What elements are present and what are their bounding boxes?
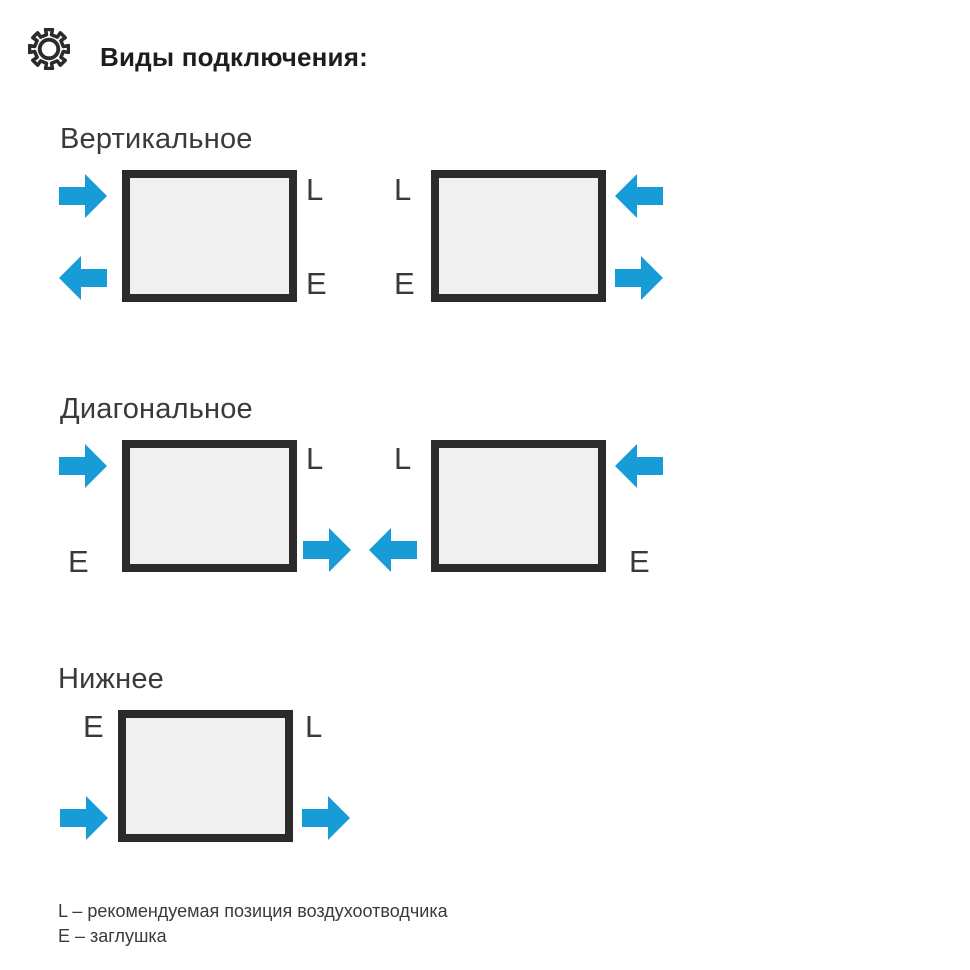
radiator-box-diagonal-left bbox=[122, 440, 297, 572]
flow-out-arrow-right-icon bbox=[303, 528, 351, 572]
radiator-box-vertical-right bbox=[431, 170, 606, 302]
flow-in-arrow-left-icon bbox=[615, 174, 663, 218]
section-title-bottom: Нижнее bbox=[58, 663, 165, 695]
section-title-vertical: Вертикальное bbox=[60, 123, 253, 155]
legend-line-plug: E – заглушка bbox=[58, 926, 167, 946]
vent-label: L bbox=[306, 172, 324, 207]
page-title: Виды подключения: bbox=[100, 42, 368, 72]
plug-label: E bbox=[68, 544, 89, 579]
flow-in-arrow-left-icon bbox=[615, 444, 663, 488]
flow-in-arrow-right-icon bbox=[60, 796, 108, 840]
section-title-diagonal: Диагональное bbox=[60, 393, 253, 425]
flow-out-arrow-left-icon bbox=[59, 256, 107, 300]
plug-label: E bbox=[394, 266, 415, 301]
flow-out-arrow-right-icon bbox=[302, 796, 350, 840]
radiator-box-diagonal-right bbox=[431, 440, 606, 572]
plug-label: E bbox=[306, 266, 327, 301]
radiator-box-bottom bbox=[118, 710, 293, 842]
vent-label: L bbox=[306, 441, 324, 476]
legend bbox=[58, 899, 448, 949]
vent-label: L bbox=[394, 441, 412, 476]
flow-in-arrow-right-icon bbox=[59, 174, 107, 218]
legend-line-vent: L – рекомендуемая позиция воздухоотводчика bbox=[58, 901, 448, 921]
flow-out-arrow-left-icon bbox=[369, 528, 417, 572]
radiator-box-vertical-left bbox=[122, 170, 297, 302]
plug-label: E bbox=[629, 544, 650, 579]
plug-label: E bbox=[83, 709, 104, 744]
vent-label: L bbox=[305, 709, 323, 744]
flow-out-arrow-right-icon bbox=[615, 256, 663, 300]
vent-label: L bbox=[394, 172, 412, 207]
gear-icon bbox=[28, 28, 70, 70]
flow-in-arrow-right-icon bbox=[59, 444, 107, 488]
